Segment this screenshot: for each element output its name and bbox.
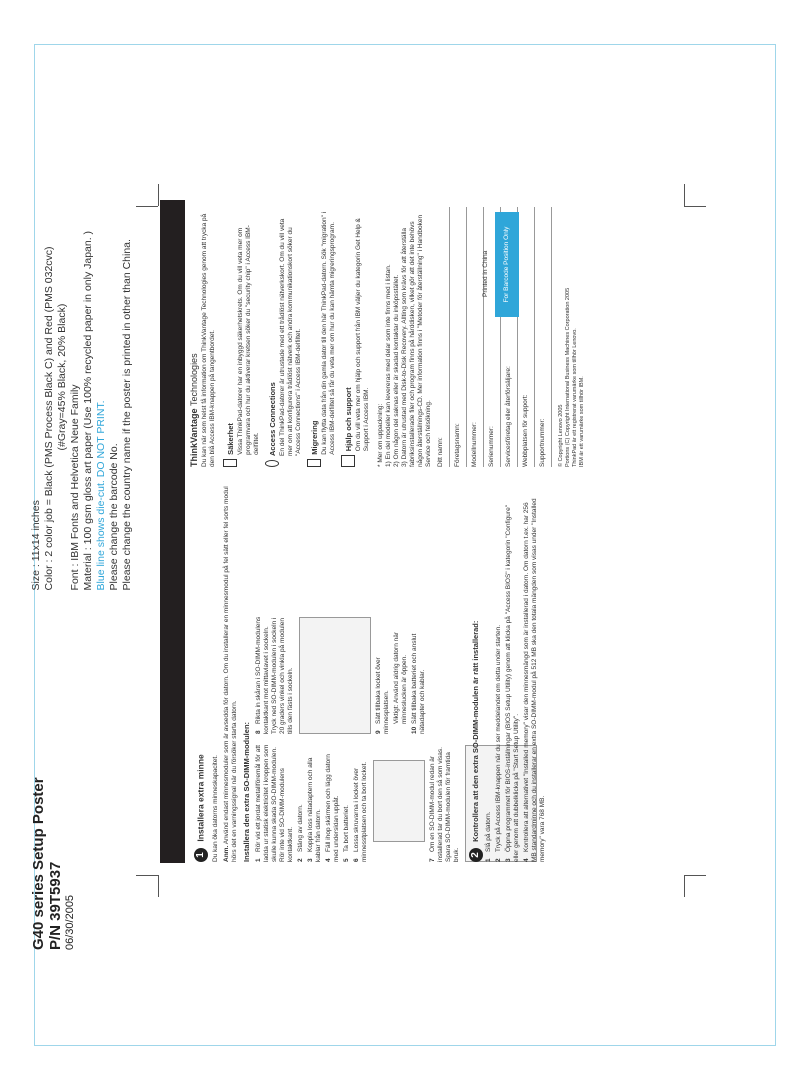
copyright-ibm: Portions (C) Copyright International Business Machines Corporation 2005 <box>565 287 571 467</box>
spec-color: Color : 2 color job = Black (PMS Process Black C) and Red (PMS 032cvc) <box>43 246 55 591</box>
step-text: Slå på datorn. <box>485 811 492 852</box>
section-verify-memory <box>465 492 549 862</box>
tv-item-text: Du kan flytta data från din gamla dator till den här ThinkPad-datorn. Sök "migration" i Access IBM-delfiltet så får du veta mer om hur du kan hämta migreringsprogram. <box>321 211 336 455</box>
note-text: Använd endast minnesmoduler som är avsedda för datorn. Om du installerar en minnesmodul på fel sätt eller fel sorts modul hörs det en varningssignal när du försöker starta datorn. <box>223 486 238 862</box>
poster-title: G40 series Setup Poster <box>30 777 47 950</box>
step-number: 4 <box>325 858 332 862</box>
field-model: Modellnummer: <box>471 207 484 467</box>
step-text: Kontrollera att alternativet "Installed memory" visar den minnesmängd som är installerad i datorn. Om datorn t.ex. har 256 MB standardminne och du installerar en extra SO-DIMM-modul på 512 MB ska den totala mängden som visas under "Installed memory" vara 768 MB. <box>523 498 546 862</box>
migration-icon <box>307 459 321 467</box>
step-text: Sätt tillbaka batteriet och anslut nätadapter och kablar. <box>411 633 426 734</box>
step-text: Koppla loss nätadaptern och alla kablar från datorn. <box>307 757 322 862</box>
copyright: © Copyright Lenovo 2005 <box>558 404 564 467</box>
section1-intro: Du kan öka datorns minneskapacitet. <box>212 755 219 862</box>
tv-item <box>341 207 371 467</box>
spec-size: Size : 11x14 inches <box>30 500 42 591</box>
step-number: 7 <box>429 858 436 862</box>
tv-item-title: Hjälp och support <box>344 387 353 452</box>
footnote: * Mer om uppackning: <box>377 403 384 467</box>
step-number: 5 <box>343 858 350 862</box>
step-text: Fäll ihop skärmen och lägg datorn med undersidan uppåt. <box>325 754 340 862</box>
step-item <box>393 614 409 734</box>
section2-steps <box>485 492 547 862</box>
step-number: 8 <box>255 730 262 734</box>
step-text: Lossa skruvarna i locket över minnesstplatsen och ta bort locket. <box>353 761 368 862</box>
footnote: 3) Datorn är utrustad med Disk-to-Disk Recovery. Allting som krävs för att återställa fabriksinstallerade filer och program finns på hårddisken, vilket gör att det inte behövs någon återställnings-CD. Mer information finns i "Metoder för återställning" i Handboken Service och felsökning. <box>401 214 432 467</box>
tv-item-text: Om du vill veta mer om hjälp och support från IBM väljer du kategorin Get Help & Support i Access IBM. <box>355 218 370 452</box>
brand-name: ThinkVantage <box>189 408 199 467</box>
step-text: Rör vid ett jordat metallföremål för att ladda ur statisk elektricitet i kroppen som skulle kunna skada SO-DIMM-modulen. Rör inte vid SO-DIMM-modulens kontaktkant. <box>255 744 294 862</box>
spec-gray: (#Gray=45% Black, 20% Black) <box>56 303 68 451</box>
help-icon <box>341 455 355 467</box>
step-item <box>307 742 323 862</box>
tv-item <box>307 207 337 467</box>
section1-title: Installera extra minne <box>195 754 206 842</box>
step-item <box>353 742 369 862</box>
tv-item-title: Migrering <box>310 420 319 455</box>
section1-note <box>223 482 239 862</box>
tv-item <box>223 207 261 467</box>
printed-in: Printed in China <box>482 250 489 297</box>
field-company: Företagsnamn: <box>454 207 467 467</box>
title-block <box>30 670 134 950</box>
crop-mark <box>158 184 159 206</box>
step-number: 1 <box>485 858 492 862</box>
spec-list <box>30 50 134 590</box>
spec-header <box>30 50 134 950</box>
part-number: P/N 39T5937 <box>47 861 64 950</box>
section-install-memory <box>190 482 546 862</box>
step-text: Ta bort batteriet. <box>343 805 350 852</box>
section1-subheading: Installera den extra SO-DIMM-modulen: <box>242 721 251 862</box>
step-item <box>505 492 521 862</box>
step-number: 2 <box>297 858 304 862</box>
step-item <box>255 614 295 734</box>
trademark: ThinkPad är ett registrerat varumärke som tillhör Lenovo. <box>572 328 578 467</box>
footnote: 1) En del modeller kan levereras med delar som inte finns med i listan. <box>385 264 392 467</box>
section1-heading <box>194 482 208 862</box>
thinkvantage-column <box>189 207 585 467</box>
step-number: 10 <box>411 726 418 734</box>
step-number: 3 <box>307 858 314 862</box>
crop-mark <box>684 206 706 207</box>
step-item <box>411 614 427 734</box>
step-text: Sätt tillbaka locket över minnesplatsen. <box>375 657 390 734</box>
step-item <box>429 742 461 862</box>
step-item <box>523 492 547 862</box>
step-number: 9 <box>375 730 382 734</box>
insert-sodimm-figure <box>299 617 371 734</box>
step-number: 1 <box>255 858 262 862</box>
section2-heading <box>469 492 483 862</box>
step-number: 4 <box>523 858 530 862</box>
section1-number: 1 <box>194 848 208 862</box>
step-text: Öppna programmet för BIOS-inställningar (BIOS Setup Utility) genom att klicka på "Access BIOS" i kategorin "Configure" eller genom att dubbelklicka på "Start Setup Utility". <box>505 504 520 862</box>
footnote: 2) Om någon del saknas eller är skadad kontaktar du inköpsstället. <box>393 274 400 467</box>
step-item <box>495 492 503 862</box>
barcode-placeholder: For Barcode Position Only <box>495 212 519 317</box>
tv-item-text: En del ThinkPad-datorer är utrustade med ett trådlöst nätverkskort. Om du vill veta mer om att konfigurera trådlöst nätverk och andra kommunikationskort söker du "Access Connections" i Access IBM-delfiltet. <box>279 218 302 456</box>
note-label: Anm. <box>223 845 230 862</box>
spec-barcode: Please change the barcode No. <box>108 443 120 591</box>
tv-item-title: Access Connections <box>268 382 277 456</box>
crop-mark <box>684 875 706 876</box>
memory-cover-figure <box>373 760 425 842</box>
thinkvantage-intro: Du kan när som helst få information om ThinkVantage Technologies genom att trycka på den blå Access IBM-knappen på tangentbordet. <box>201 213 216 467</box>
poster-edge-band <box>160 200 185 863</box>
poster-date: 06/30/2005 <box>64 894 76 950</box>
tv-item-text: Vissa ThinkPad-datorer har en inbyggd säkerhetskrets. Om du vill veta mer om programvara och hur du aktiverar kretsen söker du "security chip" i Access IBM-delfiltet. <box>237 225 260 455</box>
spec-die-cut: Blue line shows die-cut. DO NOT PRINT. <box>95 400 107 591</box>
crop-mark <box>136 206 158 207</box>
spec-font: Font : IBM Fonts and Helvetica Neue Family <box>69 384 81 591</box>
step-warning: Viktigt: Använd aldrig datorn när minneslucken är öppen. <box>393 631 408 724</box>
field-serial: Serienummer: <box>488 207 501 467</box>
poster-content <box>189 202 585 862</box>
step-item <box>343 742 351 862</box>
step-item <box>485 492 493 862</box>
shield-icon <box>223 459 237 467</box>
tv-item-title: Säkerhet <box>226 423 235 455</box>
section2-number: 2 <box>469 848 483 862</box>
crop-mark <box>158 875 159 897</box>
field-reseller: Servicesföretag eller återförsäljare: <box>505 207 518 467</box>
spec-country: Please change the country name if the poster is printed in other than China. <box>121 239 133 591</box>
brand-suffix: Technologies <box>189 353 199 406</box>
step-item <box>375 614 391 734</box>
step-text: Tryck på Access IBM-knappen när du ser meddelandet om detta under starten. <box>495 624 502 852</box>
tv-item <box>265 207 303 467</box>
step-text: Rikta in skåran i SO-DIMM-modulens kontaktkant mot mittavlavet i sockeln. Tryck ned SO-DIMM-modulen i sockeln i 20 graders vinkel och vinkla på modulen tills den fästs i sockeln. <box>255 616 294 734</box>
thinkvantage-brand <box>190 207 198 467</box>
field-name: Ditt namn: <box>437 207 450 467</box>
crop-mark <box>684 184 685 206</box>
step-number: 2 <box>495 858 502 862</box>
field-support-site: Webbplatsen för support: <box>522 207 535 467</box>
spec-material: Material : 100 gsm gloss art paper (Use 100% recycled paper in only Japan. ) <box>82 230 94 591</box>
trademark-ibm: IBM är ett varumärke som tillhör IBM. <box>579 376 585 467</box>
field-support-number: Supportnummer: <box>539 207 552 467</box>
step-number: 3 <box>505 858 512 862</box>
legal-block <box>558 207 586 467</box>
footnotes <box>377 207 433 467</box>
crop-mark <box>136 875 158 876</box>
step-number: 6 <box>353 858 360 862</box>
step-text: Om en SO-DIMM-modul redan är installerad tar du bort den så som visas. Spara SO-DIMM-modulen för framtida bruk. <box>429 747 460 862</box>
crop-mark <box>684 875 685 897</box>
step-item <box>297 742 305 862</box>
wireless-icon <box>265 460 279 467</box>
section2-title: Kontrollera att den extra SO-DIMM-modulen är rätt installerad: <box>470 620 480 842</box>
step-text: Stäng av datorn. <box>297 804 304 852</box>
step-item <box>255 742 295 862</box>
step-item <box>325 742 341 862</box>
